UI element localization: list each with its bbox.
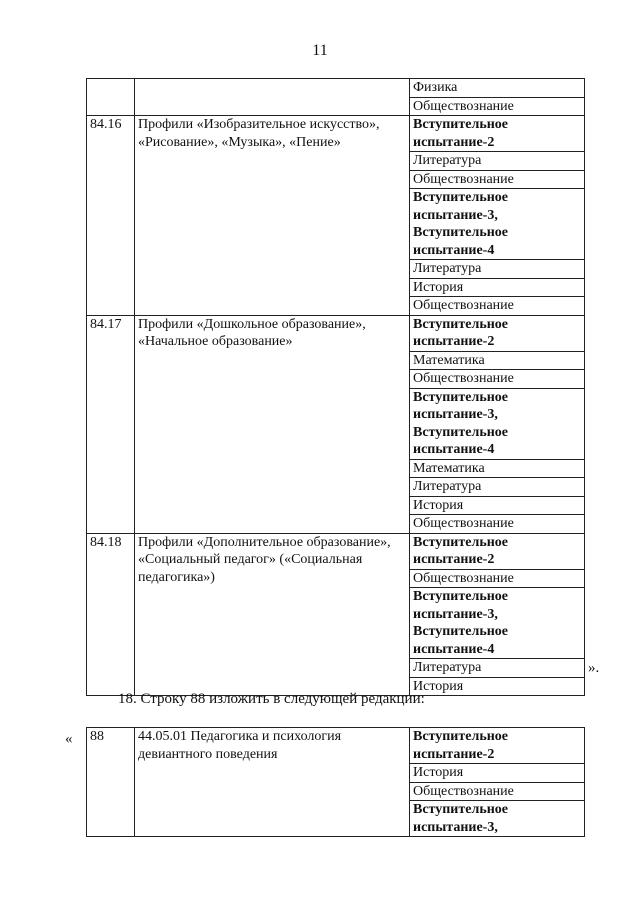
subject-name: Обществознание bbox=[410, 297, 585, 316]
subject-name: Обществознание bbox=[410, 170, 585, 189]
direction-code: 84.16 bbox=[87, 116, 135, 316]
subject-name: Обществознание bbox=[410, 782, 585, 801]
table-row bbox=[87, 79, 585, 98]
subject-name: Литература bbox=[410, 152, 585, 171]
profile-name: Профили «Дополнительное образование», «Социальный педагог» («Социальная педагогика») bbox=[135, 533, 410, 696]
entrance-test-label: Вступительное испытание-3, Вступительное испытание-4 bbox=[410, 388, 585, 459]
entrance-test-label: Вступительное испытание-3, bbox=[410, 801, 585, 837]
subject-name: Математика bbox=[410, 459, 585, 478]
subject-name: Литература bbox=[410, 260, 585, 279]
direction-code: 88 bbox=[87, 728, 135, 837]
direction-code: 84.18 bbox=[87, 533, 135, 696]
subject-name: История bbox=[410, 764, 585, 783]
subject-name: История bbox=[410, 677, 585, 696]
admission-table bbox=[86, 78, 585, 696]
table-row bbox=[87, 116, 585, 152]
profile-name bbox=[135, 79, 410, 116]
table-row bbox=[87, 315, 585, 351]
subject-name: Физика bbox=[410, 79, 585, 98]
entrance-test-label: Вступительное испытание-2 bbox=[410, 533, 585, 569]
profile-name: Профили «Изобразительное искусство», «Рисование», «Музыка», «Пение» bbox=[135, 116, 410, 316]
profile-name: Профили «Дошкольное образование», «Начальное образование» bbox=[135, 315, 410, 533]
subject-name: Обществознание bbox=[410, 515, 585, 534]
entrance-test-label: Вступительное испытание-3, Вступительное испытание-4 bbox=[410, 189, 585, 260]
subject-name: Обществознание bbox=[410, 97, 585, 116]
subject-name: История bbox=[410, 496, 585, 515]
table-row bbox=[87, 728, 585, 764]
entrance-test-label: Вступительное испытание-2 bbox=[410, 315, 585, 351]
closing-quote: ». bbox=[588, 660, 600, 676]
entrance-test-label: Вступительное испытание-2 bbox=[410, 728, 585, 764]
entrance-test-label: Вступительное испытание-3, Вступительное испытание-4 bbox=[410, 588, 585, 659]
subject-name: Литература bbox=[410, 659, 585, 678]
table-row bbox=[87, 533, 585, 569]
replacement-table bbox=[86, 727, 585, 837]
subject-name: Литература bbox=[410, 478, 585, 497]
direction-code: 84.17 bbox=[87, 315, 135, 533]
subject-name: Обществознание bbox=[410, 569, 585, 588]
profile-name: 44.05.01 Педагогика и психология девиантного поведения bbox=[135, 728, 410, 837]
subject-name: История bbox=[410, 278, 585, 297]
page-number: 11 bbox=[312, 42, 328, 59]
subject-name: Обществознание bbox=[410, 370, 585, 389]
subject-name: Математика bbox=[410, 351, 585, 370]
direction-code bbox=[87, 79, 135, 116]
instruction-text: 18. Строку 88 изложить в следующей редакции: bbox=[118, 691, 425, 707]
opening-quote: « bbox=[65, 731, 73, 747]
entrance-test-label: Вступительное испытание-2 bbox=[410, 116, 585, 152]
